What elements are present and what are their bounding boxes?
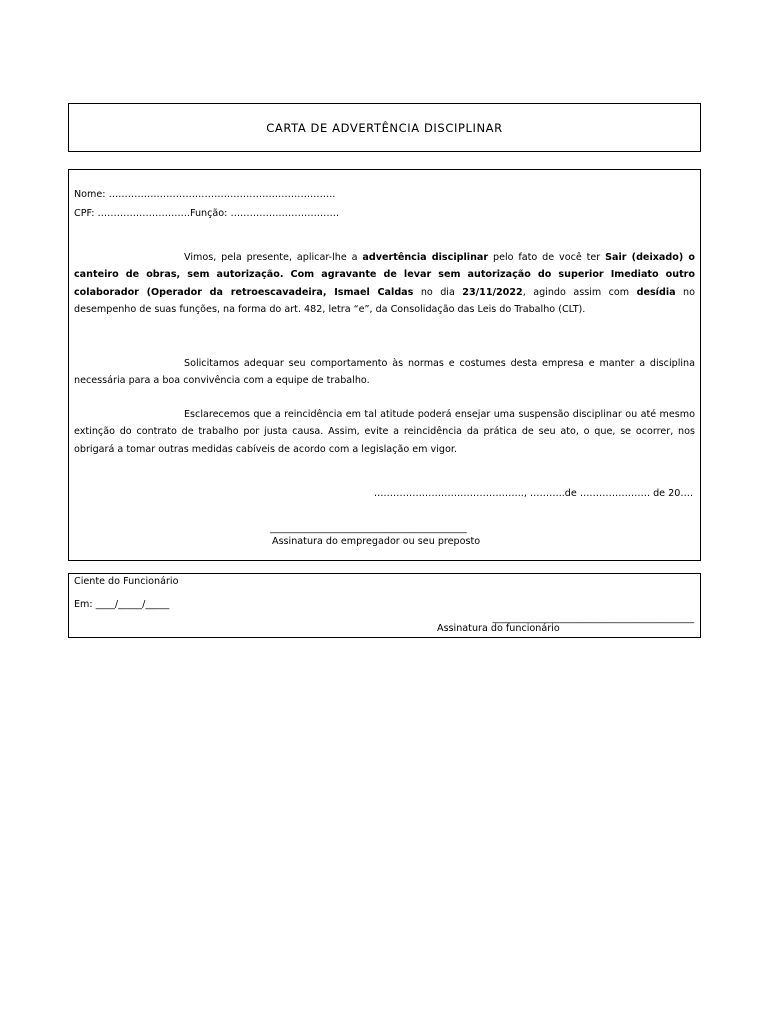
employer-signature-line: _________________________________________: [270, 523, 467, 534]
employer-signature-label: Assinatura do empregador ou seu preposto: [272, 536, 481, 547]
paragraph1-bold-4: desídia: [636, 286, 676, 298]
letter-body-box: [68, 169, 701, 561]
title-box: [68, 103, 701, 152]
paragraph-esclarecemos: [74, 406, 695, 458]
cpf-funcao-field: CPF: ………………………..Função: …………………………….: [74, 208, 340, 219]
paragraph1-text-2: pelo fato de você ter: [488, 252, 606, 263]
paragraph1-text-5: no desempenho de suas funções, na forma do art. 482, letra “e”, da Consolidação das Leis do Trabalho (CLT).: [74, 286, 696, 316]
paragraph-advertencia: [74, 249, 695, 319]
employee-acknowledgement-box: [68, 573, 701, 638]
ciente-label: Ciente do Funcionário: [74, 576, 179, 587]
employee-signature-label: Assinatura do funcionário: [437, 623, 560, 634]
paragraph3-text: Esclarecemos que a reincidência em tal atitude poderá ensejar uma suspensão disciplinar ou até mesmo extinção do contrato de trabalho por justa causa. Assim, evite a reincidência da prática de seu ato, o que, se ocorrer, nos obrigará a tomar outras medidas cabíveis de acordo com a legislação em vigor.: [74, 409, 695, 455]
document-title: CARTA DE ADVERTÊNCIA DISCIPLINAR: [266, 121, 503, 135]
paragraph1-text-1: Vimos, pela presente, aplicar-lhe a: [184, 252, 363, 263]
date-line: ……………………………………….., ………..de …………………. de 20….: [373, 488, 693, 499]
paragraph2-text: Solicitamos adequar seu comportamento às normas e costumes desta empresa e manter a disciplina necessária para a boa convivência com a equipe de trabalho.: [74, 358, 695, 387]
paragraph1-text-3: no dia: [413, 286, 463, 298]
paragraph-solicitamos: [74, 355, 695, 390]
employee-signature-line: __________________________________________: [492, 613, 694, 624]
nome-field: Nome: ……………………………………………………………..: [74, 189, 336, 200]
em-date-field: Em: ____/_____/_____: [74, 599, 170, 610]
paragraph1-bold-1: advertência disciplinar: [362, 252, 489, 263]
paragraph1-date: 23/11/2022: [462, 286, 523, 298]
paragraph1-bold-2: Sair (deixado) o canteiro de obras, sem autorização. Com agravante de levar sem autorização do superior Imediato outro colaborador (Operador da retroescavadeira, Ismael Caldas: [74, 252, 695, 298]
paragraph1-text-4: , agindo assim com: [522, 286, 637, 298]
